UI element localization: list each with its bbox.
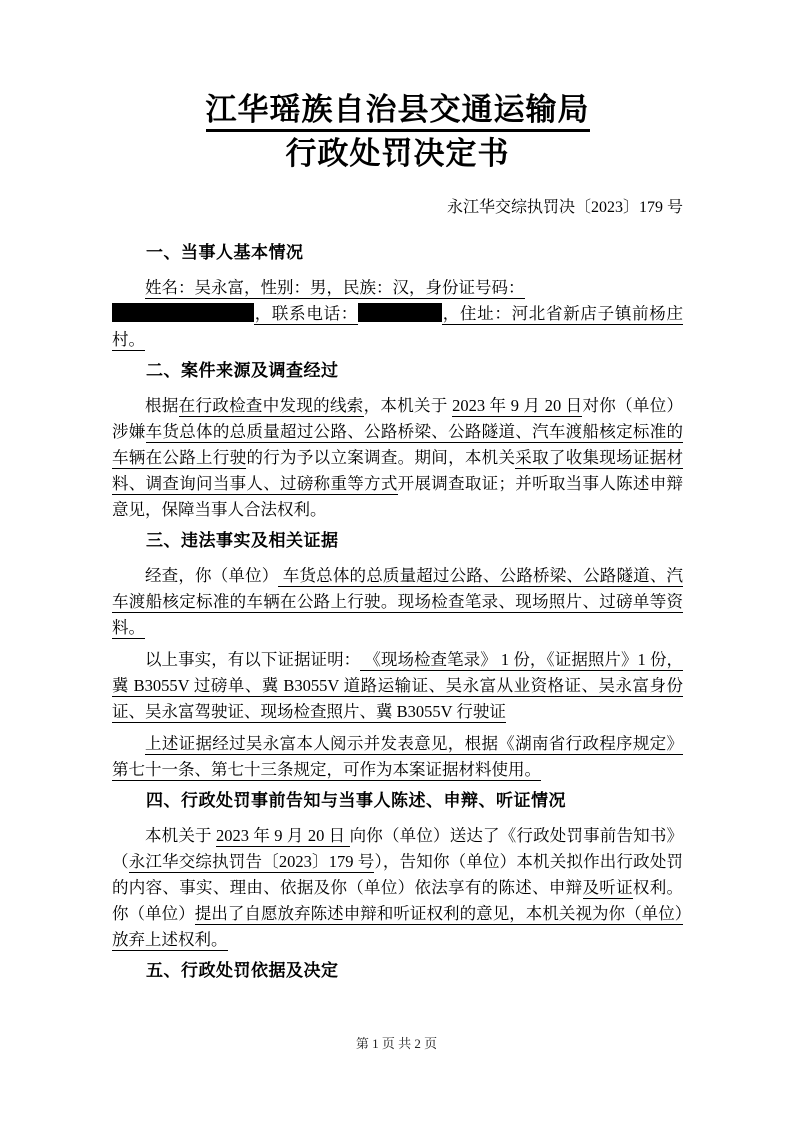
underlined-text-run: 采取了收集现场证据材料、调查询问当事人、过磅称重等方式 xyxy=(112,448,684,493)
document-title-line2: 行政处罚决定书 xyxy=(285,136,510,171)
underlined-text-run: 永江华交综执罚告〔2023〕179 号 xyxy=(128,852,375,871)
underlined-text-run: 及听证 xyxy=(582,878,633,897)
underlined-text-run: 2023 年 9 月 20 日 xyxy=(216,826,350,845)
text-run: ），告知你（单位）本机关拟作出行政处罚的内容、事实、理由、依据及你（单位）依法享有的陈述、申辩 xyxy=(112,852,684,897)
section xyxy=(112,529,683,783)
section-heading: 二、案件来源及调查经过 xyxy=(146,361,339,381)
underlined-text-run: 车货总体的总质量超过公路、公路桥梁、公路隧道、汽车渡船核定标准的车辆在公路上行驶。现场检查笔录、现场照片、过磅单等资料。 xyxy=(112,566,683,637)
document-sections xyxy=(112,241,683,983)
underlined-text-run: 车货总体的总质量超过公路、公路桥梁、公路隧道、汽车渡船核定标准的车辆在公路上行驶 xyxy=(112,422,684,467)
section xyxy=(112,359,683,523)
paragraph xyxy=(112,731,683,783)
redaction-bar xyxy=(358,303,442,322)
underlined-text-run: ，住址：河北省新店子镇前杨庄村。 xyxy=(112,304,684,349)
section-heading: 三、违法事实及相关证据 xyxy=(146,531,339,551)
underlined-text-run: 《现场检查笔录》 1 份，《证据照片》1 份，冀 B3055V 过磅单、冀 B3055V 道路运输证、吴永富从业资格证、吴永富身份证、吴永富驾驶证、现场检查照片、冀 B3055V 行驶证 xyxy=(112,650,684,721)
underlined-text-run: ，联系电话： xyxy=(254,304,358,323)
text-run: 根据 xyxy=(145,396,179,415)
section-heading: 五、行政处罚依据及决定 xyxy=(146,961,339,981)
text-run: 本机关于 xyxy=(145,826,217,845)
text-run: ，本机关于 xyxy=(363,396,453,415)
section xyxy=(112,959,683,983)
text-run: 经查，你（单位） xyxy=(145,566,279,585)
text-run: 的行为予以立案调查。期间，本机关 xyxy=(246,448,516,467)
underlined-text-run: 上述证据经过吴永富本人阅示并发表意见，根据《湖南省行政程序规定》第七十一条、第七十三条规定，可作为本案证据材料使用。 xyxy=(112,734,683,779)
underlined-text-run: 2023 年 9 月 20 日 xyxy=(452,396,583,415)
document-number: 永江华交综执罚决〔2023〕179 号 xyxy=(446,199,683,216)
underlined-text-run: 姓名：吴永富，性别：男，民族：汉，身份证号码： xyxy=(145,278,525,297)
redaction-bar xyxy=(112,303,254,322)
underlined-text-run: 在行政检查中发现的线索 xyxy=(178,396,364,415)
text-run: 对你（单位）涉嫌 xyxy=(112,396,683,441)
paragraph xyxy=(112,393,683,523)
text-run: 向你（单位）送达了《行政处罚事前告知书》（ xyxy=(112,826,684,871)
document-title-line1-text: 江华瑶族自治县交通运输局 xyxy=(206,92,590,132)
document-title-line1 xyxy=(112,88,683,132)
page-number-footer: 第 1 页 共 2 页 xyxy=(355,1036,438,1051)
text-run: 以上事实，有以下证据证明： xyxy=(145,650,361,669)
paragraph xyxy=(112,647,683,725)
paragraph xyxy=(112,275,683,353)
section-heading: 四、行政处罚事前告知与当事人陈述、申辩、听证情况 xyxy=(146,791,566,811)
text-run: 开展调查取证；并听取当事人陈述申辩意见，保障当事人合法权利。 xyxy=(112,474,684,519)
section xyxy=(112,789,683,953)
paragraph xyxy=(112,823,683,953)
underlined-text-run: 提出了自愿放弃陈述申辩和听证权利的意见，本机关视为你（单位）放弃上述权利。 xyxy=(112,904,684,949)
section xyxy=(112,241,683,353)
section-heading: 一、当事人基本情况 xyxy=(146,243,304,263)
paragraph xyxy=(112,563,683,641)
text-run: 权利。你（单位） xyxy=(112,878,684,923)
